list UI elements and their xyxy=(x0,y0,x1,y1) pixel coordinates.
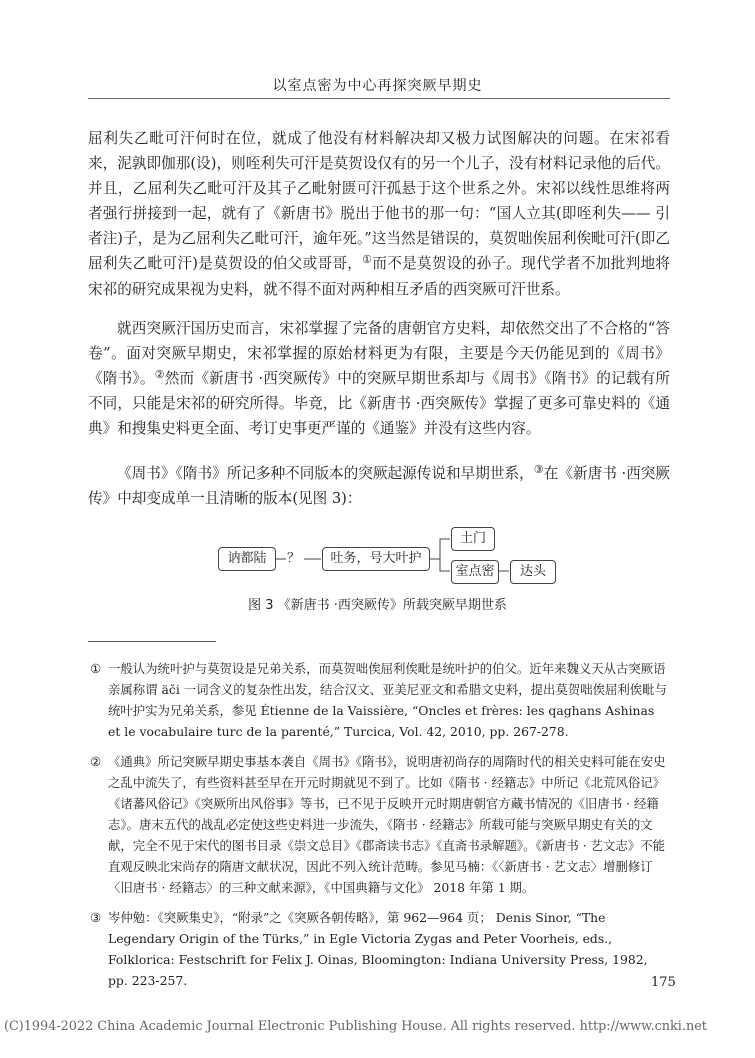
paragraph-1 xyxy=(88,126,670,302)
box-shidianmi: 室点密 xyxy=(451,560,499,584)
header-rule xyxy=(88,98,670,99)
paragraph-text: 而不是莫贺设的孙子。现代学者不加批判地将宋祁的研究成果视为史料，就不得不面对两种相互矛盾的西突厥可汗世系。 xyxy=(88,255,670,298)
footnote-number: ② xyxy=(90,754,102,769)
box-nadulu: 讷都陆 xyxy=(218,547,276,571)
footnote-rule xyxy=(88,641,216,642)
figure-caption: 图 3 《新唐书 ·西突厥传》所载突厥早期世系 xyxy=(248,598,507,613)
copyright-footer: (C)1994-2022 China Academic Journal Electronic Publishing House. All rights reserved. http://www.cnki.net xyxy=(4,1019,707,1034)
footnote-text: 岑仲勉：《突厥集史》，“附录”之《突厥各朝传略》，第 962—964 页； Denis Sinor, “The Legendary Origin of the Türks,” in Egle Victoria Zygas and Peter Voorheis, eds., Folklorica: Festschrift for Felix J. Oinas, Bloomington: Indiana University Press, 1982, pp. 223-257. xyxy=(108,910,648,988)
box-unknown: ？ xyxy=(287,551,301,566)
paragraph-text: 《周书》《隋书》所记多种不同版本的突厥起源传说和早期世系， xyxy=(117,465,534,482)
footnote-number: ① xyxy=(90,661,102,676)
box-tumen: 土门 xyxy=(451,527,495,551)
footnote-ref[interactable]: ③ xyxy=(533,463,544,476)
lineage-figure xyxy=(218,526,578,586)
paragraph-text: 然而《新唐书 ·西突厥传》中的突厥早期世系却与《周书》《隋书》的记载有所不同，只能是宋祁的研究所得。毕竟，比《新唐书 ·西突厥传》掌握了更多可靠史料的《通典》和搜集史料更全面、考订史事更严谨的《通鉴》并没有这些内容。 xyxy=(88,370,671,438)
footnote-text: 一般认为统叶护与莫贺设是兄弟关系，而莫贺咄俟屈利俟毗是统叶护的伯父。近年来魏义天从古突厥语亲属称谓 äči 一词含义的复杂性出发，结合汉文、亚美尼亚文和希腊文史料，提出莫贺咄俟屈利俟毗与统叶护实为兄弟关系，参见 Étienne de la Vaissière, “Oncles et frères: les qaghans Ashinas et le vocabulaire turc de la parenté,” Turcica, Vol. 42, 2010, pp. 267-278. xyxy=(108,661,667,739)
paragraph-text: 在《新唐书 ·西突厥传》中却变成单一且清晰的版本(见图 3)： xyxy=(88,465,671,508)
footnote-ref[interactable]: ① xyxy=(362,253,373,267)
paragraph-text: 屈利失乙毗可汗何时在位，就成了他没有材料解决却又极力试图解决的问题。在宋祁看来，泥孰即伽那(设)，则咥利失可汗是莫贺设仅有的另一个儿子，没有材料记录他的后代。并且，乙屈利失乙毗可汗及其子乙毗射匮可汗孤悬于这个世系之外。宋祁以线性思维将两者强行拼接到一起，就有了《新唐书》脱出于他书的那一句：“国人立其(即咥利失—— 引者注)子，是为乙屈利失乙毗可汗，逾年死。”这当然是错误的，莫贺咄俟屈利俟毗可汗(即乙屈利失乙毗可汗)是莫贺设的伯父或哥哥， xyxy=(88,130,670,273)
footnote-3 xyxy=(90,907,670,991)
paragraph-2 xyxy=(88,316,670,441)
footnote-text: 《通典》所记突厥早期史事基本袭自《周书》《隋书》，说明唐初尚存的周隋时代的相关史料可能在安史之乱中流失了，有些资料甚至早在开元时期就见不到了。比如《隋书 · 经籍志》中所记《北荒风俗记》《诸蕃风俗记》《突厥所出风俗事》等书，已不见于反映开元时期唐朝官方藏书情况的《旧唐书 · 经籍志》。唐末五代的战乱必定使这些史料进一步流失，《隋书 · 经籍志》所载可能与突厥早期史有关的文献，完全不见于宋代的图书目录《崇文总目》《郡斋读书志》《直斋书录解题》。《新唐书 · 艺文志》不能直观反映北宋尚存的隋唐文献状况，因此不列入统计范畴。参见马楠：《〈新唐书 · 艺文志〉增删修订〈旧唐书 · 经籍志〉的三种文献来源》，《中国典籍与文化》 2018 年第 1 期。 xyxy=(108,754,666,895)
running-header: 以室点密为中心再探突厥早期史 xyxy=(272,78,483,94)
paragraph-3 xyxy=(88,461,670,511)
footnote-number: ③ xyxy=(90,910,102,925)
page-number: 175 xyxy=(651,975,676,990)
paragraph-text: 就西突厥汗国历史而言，宋祁掌握了完备的唐朝官方史料，却依然交出了不合格的“答卷”。面对突厥早期史，宋祁掌握的原始材料更为有限，主要是今天仍能见到的《周书》《隋书》。 xyxy=(88,320,670,388)
box-datou: 达头 xyxy=(510,560,556,584)
footnote-1 xyxy=(90,658,670,742)
footnote-ref[interactable]: ② xyxy=(154,368,165,382)
box-tuwu: 吐务，号大叶护 xyxy=(322,547,430,571)
footnote-2 xyxy=(90,751,670,898)
